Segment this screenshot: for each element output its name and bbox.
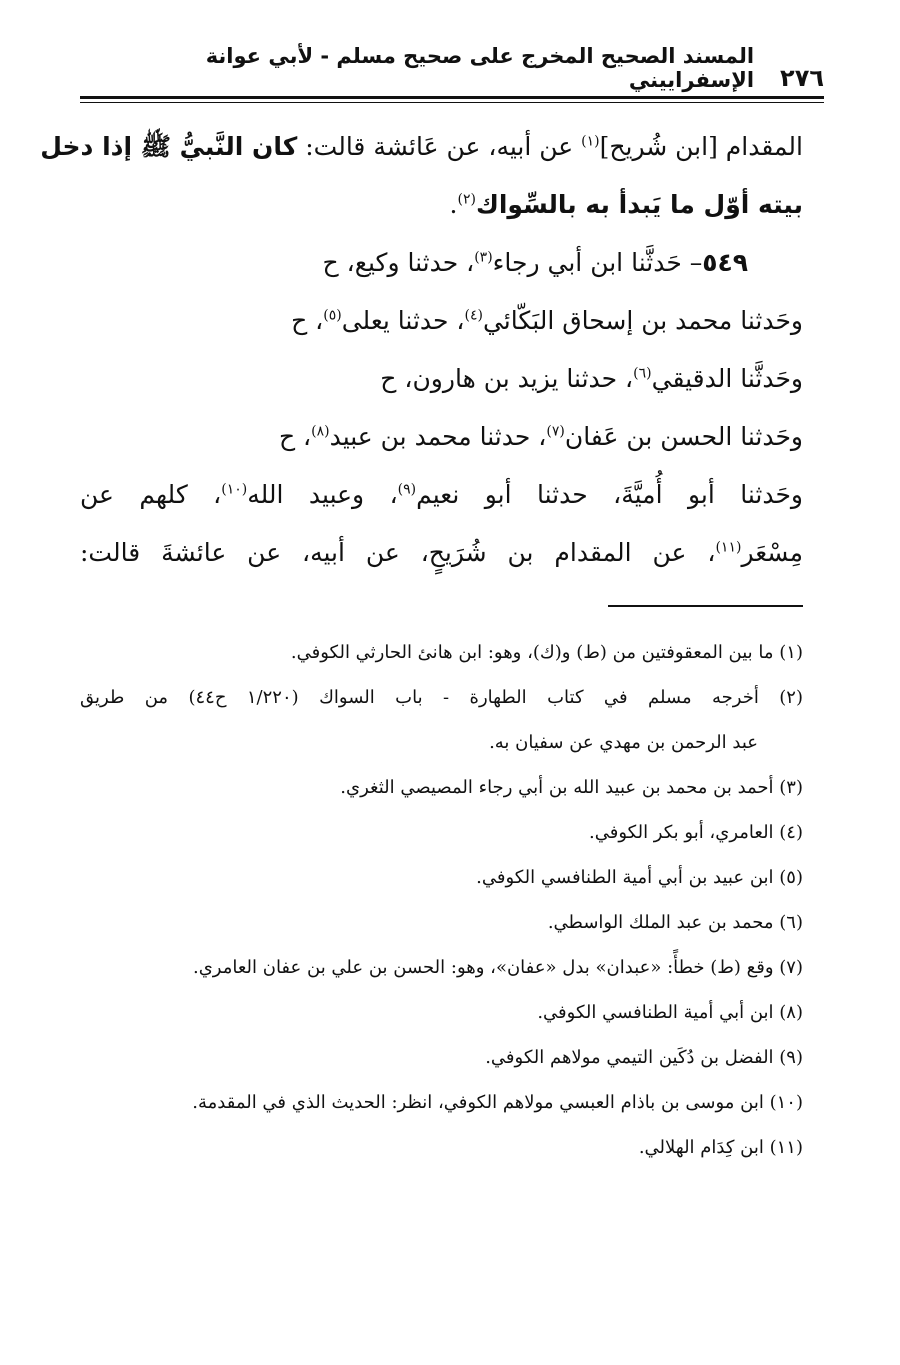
footnote-10: (١٠) ابن موسى بن باذام العبسي مولاهم الكوفي، انظر: الحديث الذي في المقدمة. <box>192 1092 803 1113</box>
text-line-5 <box>80 350 803 408</box>
text-segment: ، عن المقدام بن شُرَيحٍ، عن أبيه، عن عائشةَ قالت: <box>80 538 716 567</box>
text-line-6 <box>80 408 803 466</box>
footnote-ref: (١١) <box>715 539 742 556</box>
footnote-ref: (٧) <box>546 423 565 440</box>
footnote-ref: (٨) <box>311 423 330 440</box>
text-segment: ، وعبيد الله <box>247 480 398 509</box>
text-line-3 <box>80 234 803 292</box>
text-segment: عن أبيه، عن عَائشة قالت: <box>297 132 582 161</box>
footnote-ref: (٦) <box>633 365 652 382</box>
footnote-ref: (٢) <box>457 191 476 208</box>
page-number: ٢٧٦ <box>780 64 824 92</box>
footnote-2-continuation: عبد الرحمن بن مهدي عن سفيان به. <box>489 732 758 753</box>
text-segment: وحَدثنا أبو أُميَّةَ، حدثنا أبو نعيم <box>416 480 803 509</box>
footnote-7: (٧) وقع (ط) خطأً: «عبدان» بدل «عفان»، وهو: الحسن بن علي بن عفان العامري. <box>192 957 803 978</box>
footnote-ref: (٤) <box>464 307 483 324</box>
hadith-text-bold: بيته أوّل ما يَبدأ به بالسِّواك <box>475 190 803 219</box>
footnote-5: (٥) ابن عبيد بن أبي أمية الطنافسي الكوفي. <box>476 867 803 888</box>
text-segment: ، ح <box>278 422 312 451</box>
text-segment: ، حدثنا يعلى <box>341 306 465 335</box>
header-rule <box>80 96 824 99</box>
text-segment: ، حدثنا محمد بن عبيد <box>329 422 547 451</box>
footnote-3: (٣) أحمد بن محمد بن عبيد الله بن أبي رجاء المصيصي الثغري. <box>340 777 803 798</box>
footnote-ref: (٣) <box>474 249 493 266</box>
header-title: المسند الصحيح المخرج على صحيح مسلم - لأبي عوانة الإسفراييني <box>205 44 755 92</box>
text-segment: ، ح <box>291 306 324 335</box>
main-text <box>40 118 803 582</box>
footnote-4: (٤) العامري، أبو بكر الكوفي. <box>589 822 803 843</box>
text-segment: – حَدثَّنا ابن أبي رجاء <box>492 248 703 277</box>
footnote-1: (١) ما بين المعقوفتين من (ط) و(ك)، وهو: ابن هانئ الحارثي الكوفي. <box>290 642 803 663</box>
footnote-11: (١١) ابن كِدَام الهلالي. <box>638 1137 803 1158</box>
footnote-8: (٨) ابن أبي أمية الطنافسي الكوفي. <box>537 1002 803 1023</box>
footnote-ref: (٩) <box>397 481 417 498</box>
text-segment: مِسْعَر <box>741 538 803 567</box>
text-segment: ، حدثنا يزيد بن هارون، ح <box>380 364 634 393</box>
text-segment: ، كلهم عن <box>80 480 222 509</box>
text-segment: وحَدثَّنا الدقيقي <box>651 364 803 393</box>
text-line-4 <box>80 292 803 350</box>
footnote-6: (٦) محمد بن عبد الملك الواسطي. <box>547 912 803 933</box>
text-segment: ، حدثنا وكيع، ح <box>322 248 475 277</box>
footnote-9: (٩) الفضل بن دُكَين التيمي مولاهم الكوفي. <box>485 1047 803 1068</box>
text-line-8 <box>80 524 803 582</box>
header-rule-thin <box>80 102 824 103</box>
footnotes <box>80 630 803 1170</box>
footnote-ref: (١) <box>581 133 600 150</box>
text-line-1 <box>40 118 803 176</box>
hadith-number: ٥٤٩ <box>702 248 748 277</box>
text-line-7 <box>80 466 803 524</box>
text-line-2 <box>80 176 803 234</box>
running-header <box>78 44 824 92</box>
footnote-2: (٢) أخرجه مسلم في كتاب الطهارة - باب السواك (١/٢٢٠ ح٤٤) من طريق <box>80 687 803 708</box>
footnote-ref: (١٠) <box>221 481 248 498</box>
hadith-text-bold: كان النَّبيُّ ﷺ إذا دخل <box>40 132 298 161</box>
text-segment: . <box>449 190 458 219</box>
text-segment: وحَدثنا الحسن بن عَفان <box>564 422 803 451</box>
text-segment: وحَدثنا محمد بن إسحاق البَكّائي <box>482 306 803 335</box>
footnote-separator <box>608 605 803 607</box>
footnote-ref: (٥) <box>323 307 342 324</box>
text-segment: المقدام [ابن شُريح] <box>599 132 803 161</box>
